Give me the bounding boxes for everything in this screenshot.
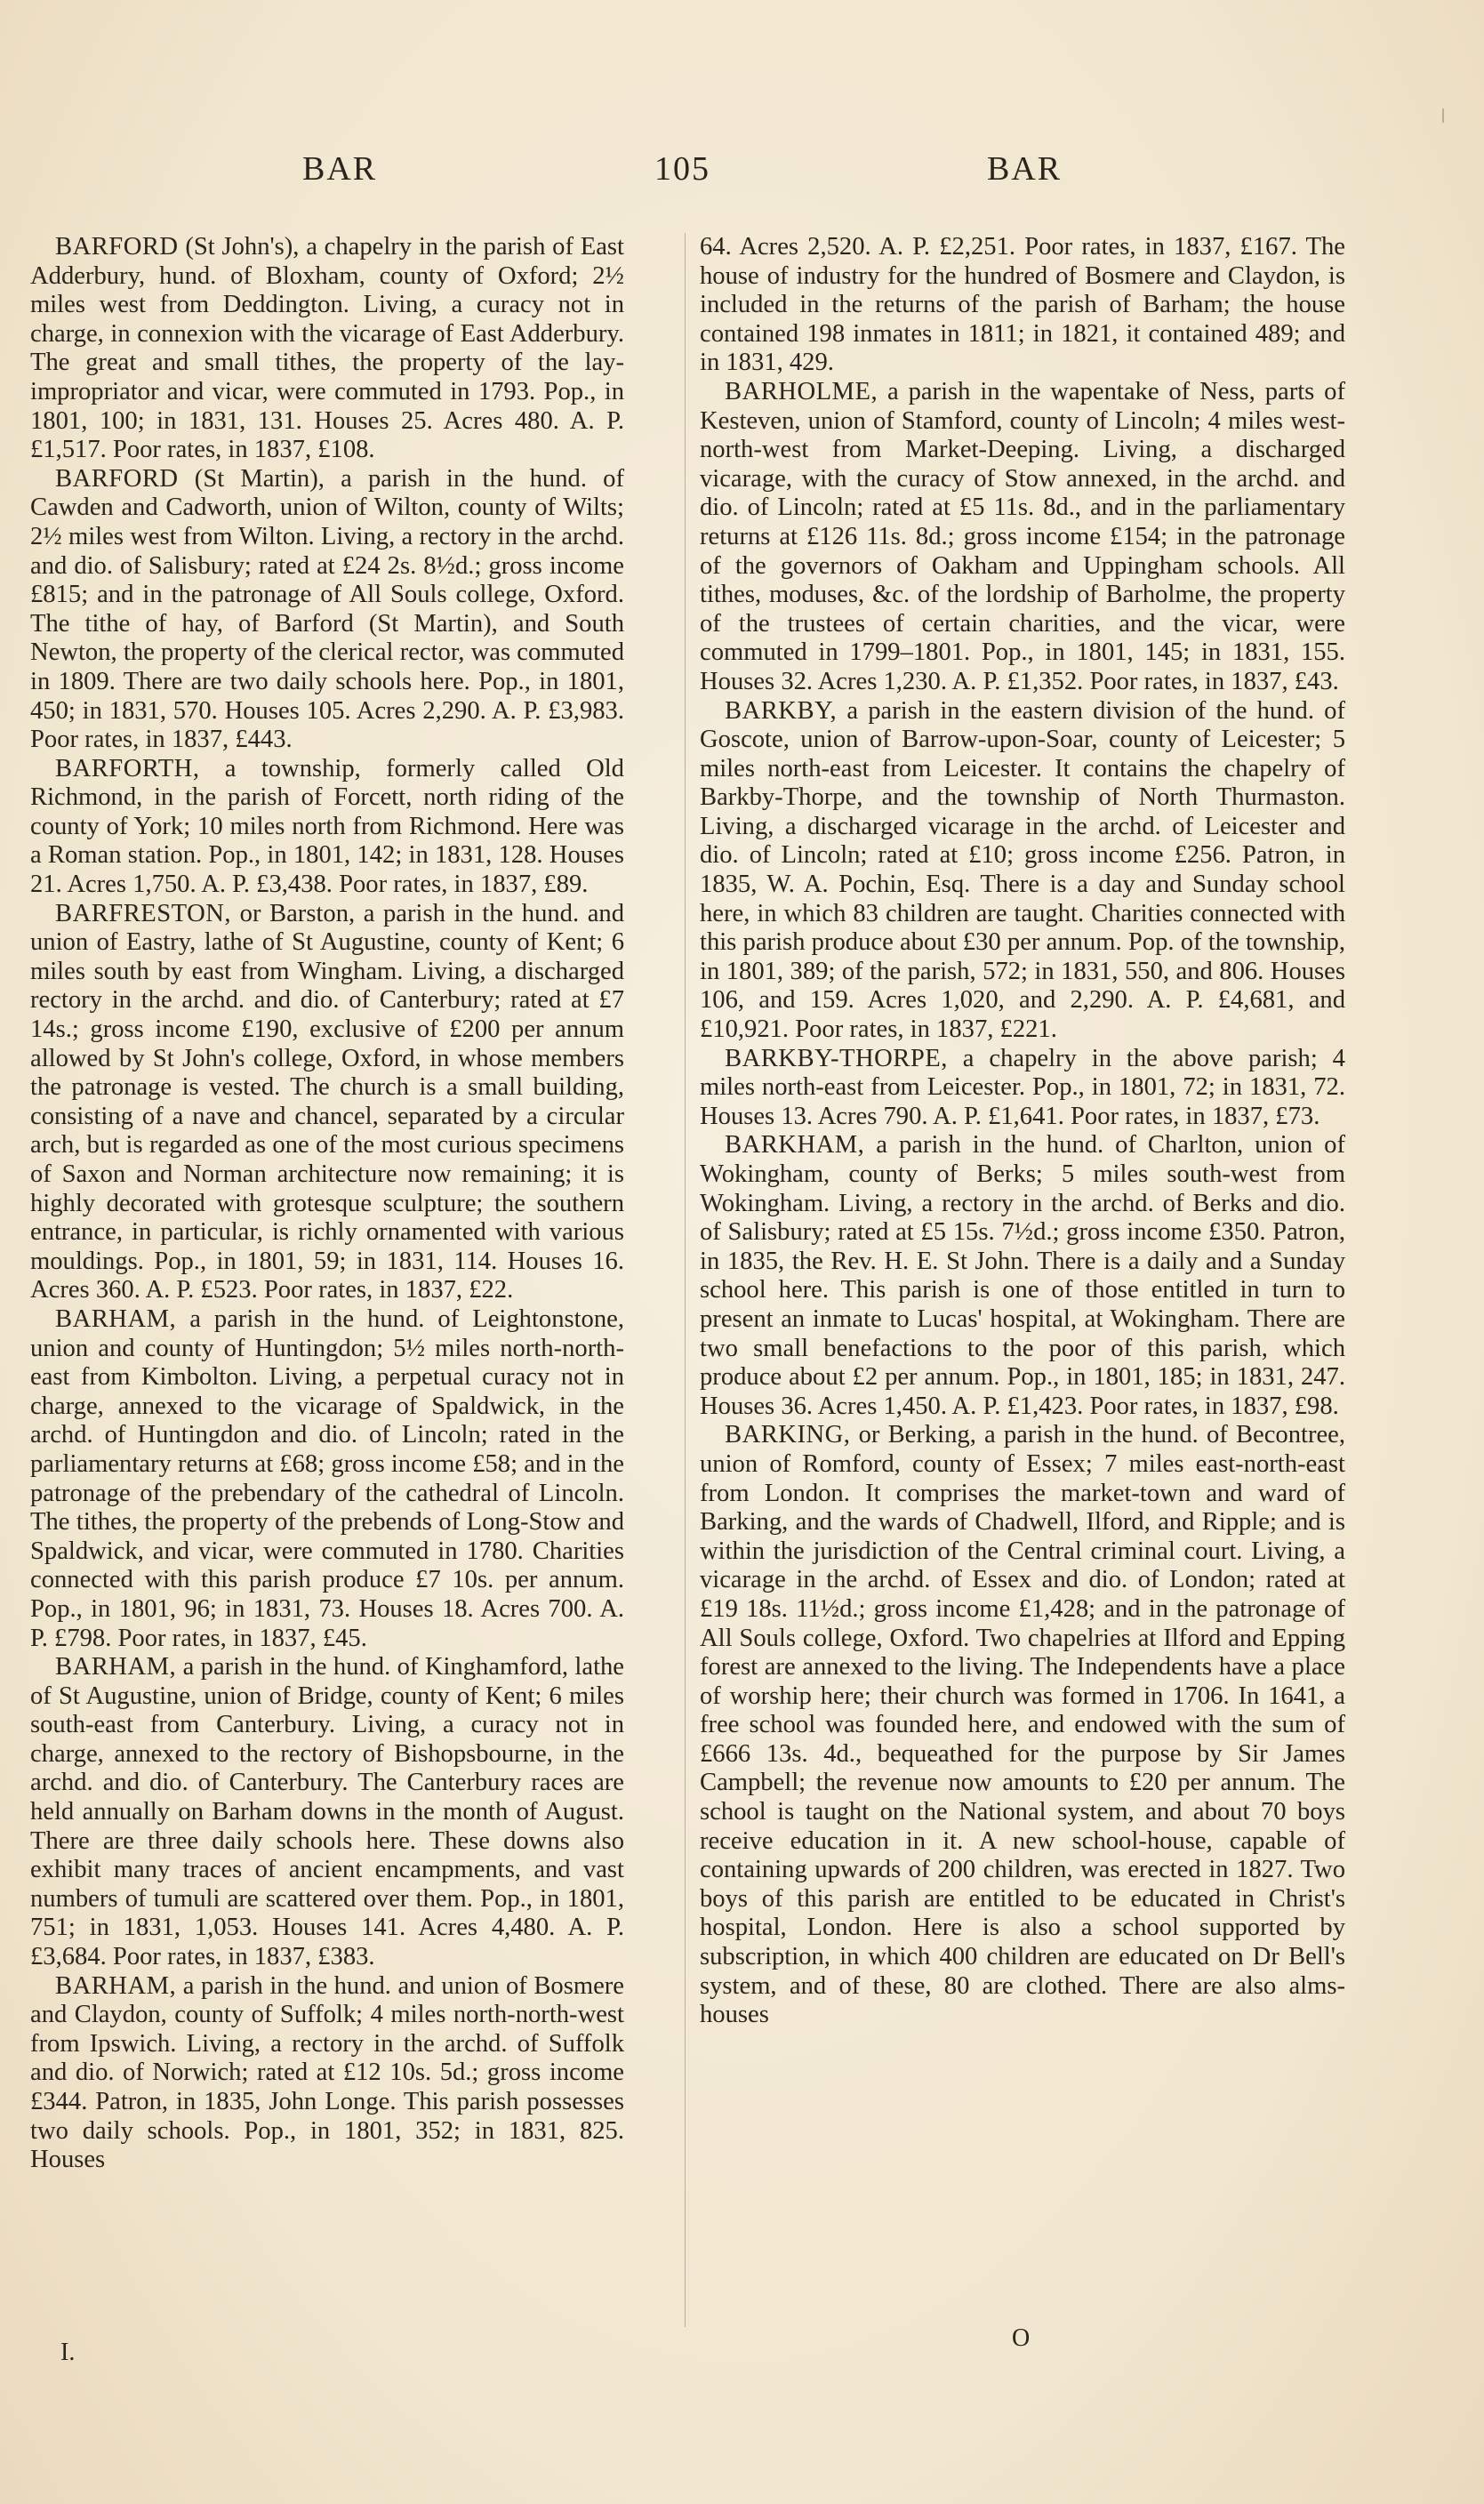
- entry-headword: BARKHAM,: [725, 1131, 865, 1160]
- gazetteer-entry: [30, 900, 624, 1305]
- entry-text: a township, formerly called Old Richmond, in the parish of Forcett, north riding of the county of York; 10 miles north from Richmond. Here was a Roman station. Pop., in 1801, 142; in 1831, 128. Houses 21. Acres 1,750. A. P. £3,438. Poor rates, in 1837, £89.: [30, 754, 624, 899]
- entry-text: a parish in the hund. of Kinghamford, lathe of St Augustine, union of Bridge, county of Kent; 6 miles south-east from Canterbury. Living, a curacy not in charge, annexed to the rectory of Bishopsbourne, in the archd. and dio. of Canterbury. The Canterbury races are held annually on Barham downs in the month of August. There are three daily schools here. These downs also exhibit many traces of ancient encampments, and vast numbers of tumuli are scattered over them. Pop., in 1801, 751; in 1831, 1,053. Houses 141. Acres 4,480. A. P. £3,684. Poor rates, in 1837, £383.: [30, 1653, 624, 1971]
- sheet-mark: O: [1012, 2324, 1031, 2352]
- entry-headword: BARFORD: [55, 464, 179, 493]
- entry-text: or Barston, a parish in the hund. and union of Eastry, lathe of St Augustine, county of Kent; 6 miles south by east from Wingham. Living, a discharged rectory in the archd. and dio. of Canterbury; rated at £7 14s.; gross income £190, exclusive of £200 per annum allowed by St John's college, Oxford, in whose members the patronage is vested. The church is a small building, consisting of a nave and chancel, separated by a circular arch, but is regarded as one of the most curious specimens of Saxon and Norman architecture now remaining; it is highly decorated with grotesque sculpture; the southern entrance, in particular, is richly ornamented with various mouldings. Pop., in 1801, 59; in 1831, 114. Houses 16. Acres 360. A. P. £523. Poor rates, in 1837, £22.: [30, 899, 624, 1304]
- gazetteer-entry-continued: [700, 233, 1345, 378]
- gazetteer-entry: [700, 1045, 1345, 1132]
- entry-text: a parish in the hund. of Charlton, union of Wokingham, county of Berks; 5 miles south-west from Wokingham. Living, a rectory in the archd. of Berks and dio. of Salisbury; rated at £5 15s. 7½d.; gross income £350. Patron, in 1835, the Rev. H. E. St John. There is a daily and a Sunday school here. This parish is one of those entitled in turn to present an inmate to Lucas' hospital, at Wokingham. There are two small benefactions to the poor of this parish, which produce about £2 per annum. Pop., in 1801, 185; in 1831, 247. Houses 36. Acres 1,450. A. P. £1,423. Poor rates, in 1837, £98.: [700, 1131, 1346, 1420]
- right-column: [700, 233, 1345, 2030]
- entry-text: a parish in the hund. of Leightonstone, union and county of Huntingdon; 5½ miles north-north-east from Kimbolton. Living, a perpetual curacy not in charge, annexed to the vicarage of Spaldwick, in the archd. of Huntingdon and dio. of Lincoln; rated in the parliamentary returns at £68; gross income £58; and in the patronage of the prebendary of the cathedral of Lincoln. The tithes, the property of the prebends of Long-Stow and Spaldwick, and vicar, were commuted in 1780. Charities connected with this parish produce £7 10s. per annum. Pop., in 1801, 96; in 1831, 73. Houses 18. Acres 700. A. P. £798. Poor rates, in 1837, £45.: [30, 1304, 624, 1652]
- entry-text: a parish in the eastern division of the hund. of Goscote, union of Barrow-upon-Soar, county of Leicester; 5 miles north-east from Leicester. It contains the chapelry of Barkby-Thorpe, and the township of North Thurmaston. Living, a discharged vicarage in the archd. of Leicester and dio. of Lincoln; rated at £10; gross income £256. Patron, in 1835, W. A. Pochin, Esq. There is a day and Sunday school here, in which 83 children are taught. Charities connected with this parish produce about £30 per annum. Pop. of the township, in 1801, 389; of the parish, 572; in 1831, 550, and 806. Houses 106, and 159. Acres 1,020, and 2,290. A. P. £4,681, and £10,921. Poor rates, in 1837, £221.: [700, 696, 1345, 1044]
- gazetteer-entry: [700, 1421, 1345, 2029]
- running-header: [0, 149, 1484, 203]
- gazetteer-entry: [30, 465, 624, 755]
- entry-headword: BARKBY,: [725, 696, 838, 725]
- gazetteer-entry: [30, 1305, 624, 1653]
- entry-headword: BARHAM,: [55, 1971, 177, 2000]
- entry-headword: BARKBY-THORPE,: [725, 1044, 948, 1072]
- gazetteer-entry: [30, 755, 624, 900]
- gazetteer-entry: [30, 1972, 624, 2175]
- gazetteer-entry: [30, 233, 624, 465]
- entry-headword: BARFORTH,: [55, 754, 200, 782]
- entry-text: (St Martin), a parish in the hund. of Cawden and Cadworth, union of Wilton, county of Wilts; 2½ miles west from Wilton. Living, a rectory in the archd. and dio. of Salisbury; rated at £24 2s. 8½d.; gross income £815; and in the patronage of All Souls college, Oxford. The tithe of hay, of Barford (St Martin), and South Newton, the property of the clerical rector, was commuted in 1809. There are two daily schools here. Pop., in 1801, 450; in 1831, 570. Houses 105. Acres 2,290. A. P. £3,983. Poor rates, in 1837, £443.: [30, 464, 624, 754]
- page-number: 105: [654, 150, 710, 188]
- left-column: [30, 233, 624, 2175]
- header-right-word: BAR: [987, 150, 1063, 188]
- margin-mark: [1442, 108, 1444, 123]
- gazetteer-entry: [30, 1653, 624, 1972]
- page-footer: [0, 2324, 1484, 2374]
- entry-headword: BARHOLME,: [725, 377, 878, 405]
- entry-text: (St John's), a chapelry in the parish of East Adderbury, hund. of Bloxham, county of Oxford; 2½ miles west from Deddington. Living, a curacy not in charge, in connexion with the vicarage of East Adderbury. The great and small tithes, the property of the lay-impropriator and vicar, were commuted in 1793. Pop., in 1801, 100; in 1831, 131. Houses 25. Acres 480. A. P. £1,517. Poor rates, in 1837, £108.: [30, 233, 624, 464]
- entry-headword: BARFRESTON,: [55, 899, 232, 927]
- entry-text: a chapelry in the above parish; 4 miles north-east from Leicester. Pop., in 1801, 72; in 1831, 72. Houses 13. Acres 790. A. P. £1,641. Poor rates, in 1837, £73.: [700, 1044, 1345, 1130]
- signature-mark: I.: [60, 2339, 76, 2366]
- entry-text: or Berking, a parish in the hund. of Becontree, union of Romford, county of Essex; 7 miles east-north-east from London. It comprises the market-town and ward of Barking, and the wards of Chadwell, Ilford, and Ripple; and is within the jurisdiction of the Central criminal court. Living, a vicarage in the archd. of Essex and dio. of London; rated at £19 18s. 11½d.; gross income £1,428; and in the patronage of All Souls college, Oxford. Two chapelries at Ilford and Epping forest are annexed to the living. The Independents have a place of worship here; their church was formed in 1706. In 1641, a free school was founded here, and endowed with the sum of £666 13s. 4d., bequeathed for the purpose by Sir James Campbell; the revenue now amounts to £20 per annum. The school is taught on the National system, and about 70 boys receive education in it. A new school-house, capable of containing upwards of 200 children, was erected in 1827. Two boys of this parish are entitled to be educated in Christ's hospital, London. Here is also a school supported by subscription, in which 400 children are educated on Dr Bell's system, and of these, 80 are clothed. There are also alms-houses: [700, 1421, 1345, 2029]
- entry-headword: BARHAM,: [55, 1653, 177, 1681]
- entry-text: 64. Acres 2,520. A. P. £2,251. Poor rates, in 1837, £167. The house of industry for the hundred of Bosmere and Claydon, is included in the returns of the parish of Barham; the house contained 198 inmates in 1811; in 1821, it contained 489; and in 1831, 429.: [700, 233, 1345, 377]
- gazetteer-entry: [700, 1131, 1345, 1421]
- column-divider: [685, 233, 686, 2327]
- gazetteer-entry: [700, 697, 1345, 1045]
- gazetteer-entry: [700, 378, 1345, 697]
- entry-headword: BARFORD: [55, 233, 179, 261]
- entry-headword: BARHAM,: [55, 1304, 177, 1333]
- entry-headword: BARKING,: [725, 1421, 851, 1449]
- header-left-word: BAR: [302, 150, 378, 188]
- entry-text: a parish in the hund. and union of Bosmere and Claydon, county of Suffolk; 4 miles north-north-west from Ipswich. Living, a rectory in the archd. of Suffolk and dio. of Norwich; rated at £12 10s. 5d.; gross income £344. Patron, in 1835, John Longe. This parish possesses two daily schools. Pop., in 1801, 352; in 1831, 825. Houses: [30, 1971, 624, 2174]
- entry-text: a parish in the wapentake of Ness, parts of Kesteven, union of Stamford, county of Lincoln; 4 miles west-north-west from Market-Deeping. Living, a discharged vicarage, with the curacy of Stow annexed, in the archd. and dio. of Lincoln; rated at £5 11s. 8d., and in the parliamentary returns at £126 11s. 8d.; gross income £154; in the patronage of the governors of Oakham and Uppingham schools. All tithes, moduses, &c. of the lordship of Barholme, the property of the trustees of certain charities, and the vicar, were commuted in 1799–1801. Pop., in 1801, 145; in 1831, 155. Houses 32. Acres 1,230. A. P. £1,352. Poor rates, in 1837, £43.: [700, 377, 1345, 695]
